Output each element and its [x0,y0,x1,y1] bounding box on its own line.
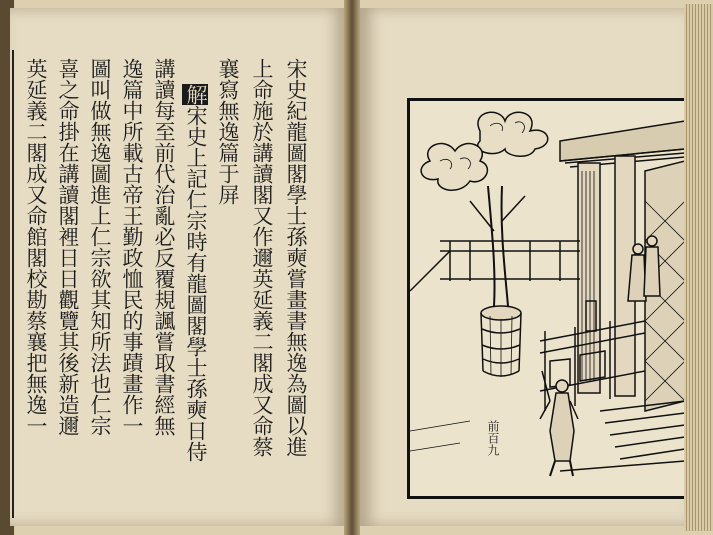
illustration-drawing [410,101,685,496]
commentary-marker: 解 [184,84,208,105]
text-column-3: 襄寫無逸篇于屏 [216,58,240,205]
book-gutter [344,0,360,535]
text-column-6: 逸篇中所載古帝王勤政恤民的事蹟畫作一 [120,58,144,436]
woodblock-illustration [407,98,688,499]
text-column-7: 圖叫做無逸圖進上仁宗欲其知所法也仁宗 [88,58,112,436]
text-column-8: 喜之命掛在講讀閣裡日日觀覽其後新造邇 [56,58,80,436]
page-edges [684,4,713,531]
illustration-caption: 前百九 [486,420,500,456]
text-column-4: 解宋史上記仁宗時有龍圖閣學士孫奭日侍 [184,84,208,462]
text-column-5: 講讀每至前代治亂必反覆規諷嘗取書經無 [152,58,176,436]
text-column-1: 宋史紀龍圖閣學士孫奭嘗畫書無逸為圖以進 [284,58,308,457]
text-column-9: 英延義二閣成又命館閣校勘蔡襄把無逸一 [24,58,48,436]
text-column-2: 上命施於講讀閣又作邇英延義二閣成又命蔡 [250,58,274,457]
